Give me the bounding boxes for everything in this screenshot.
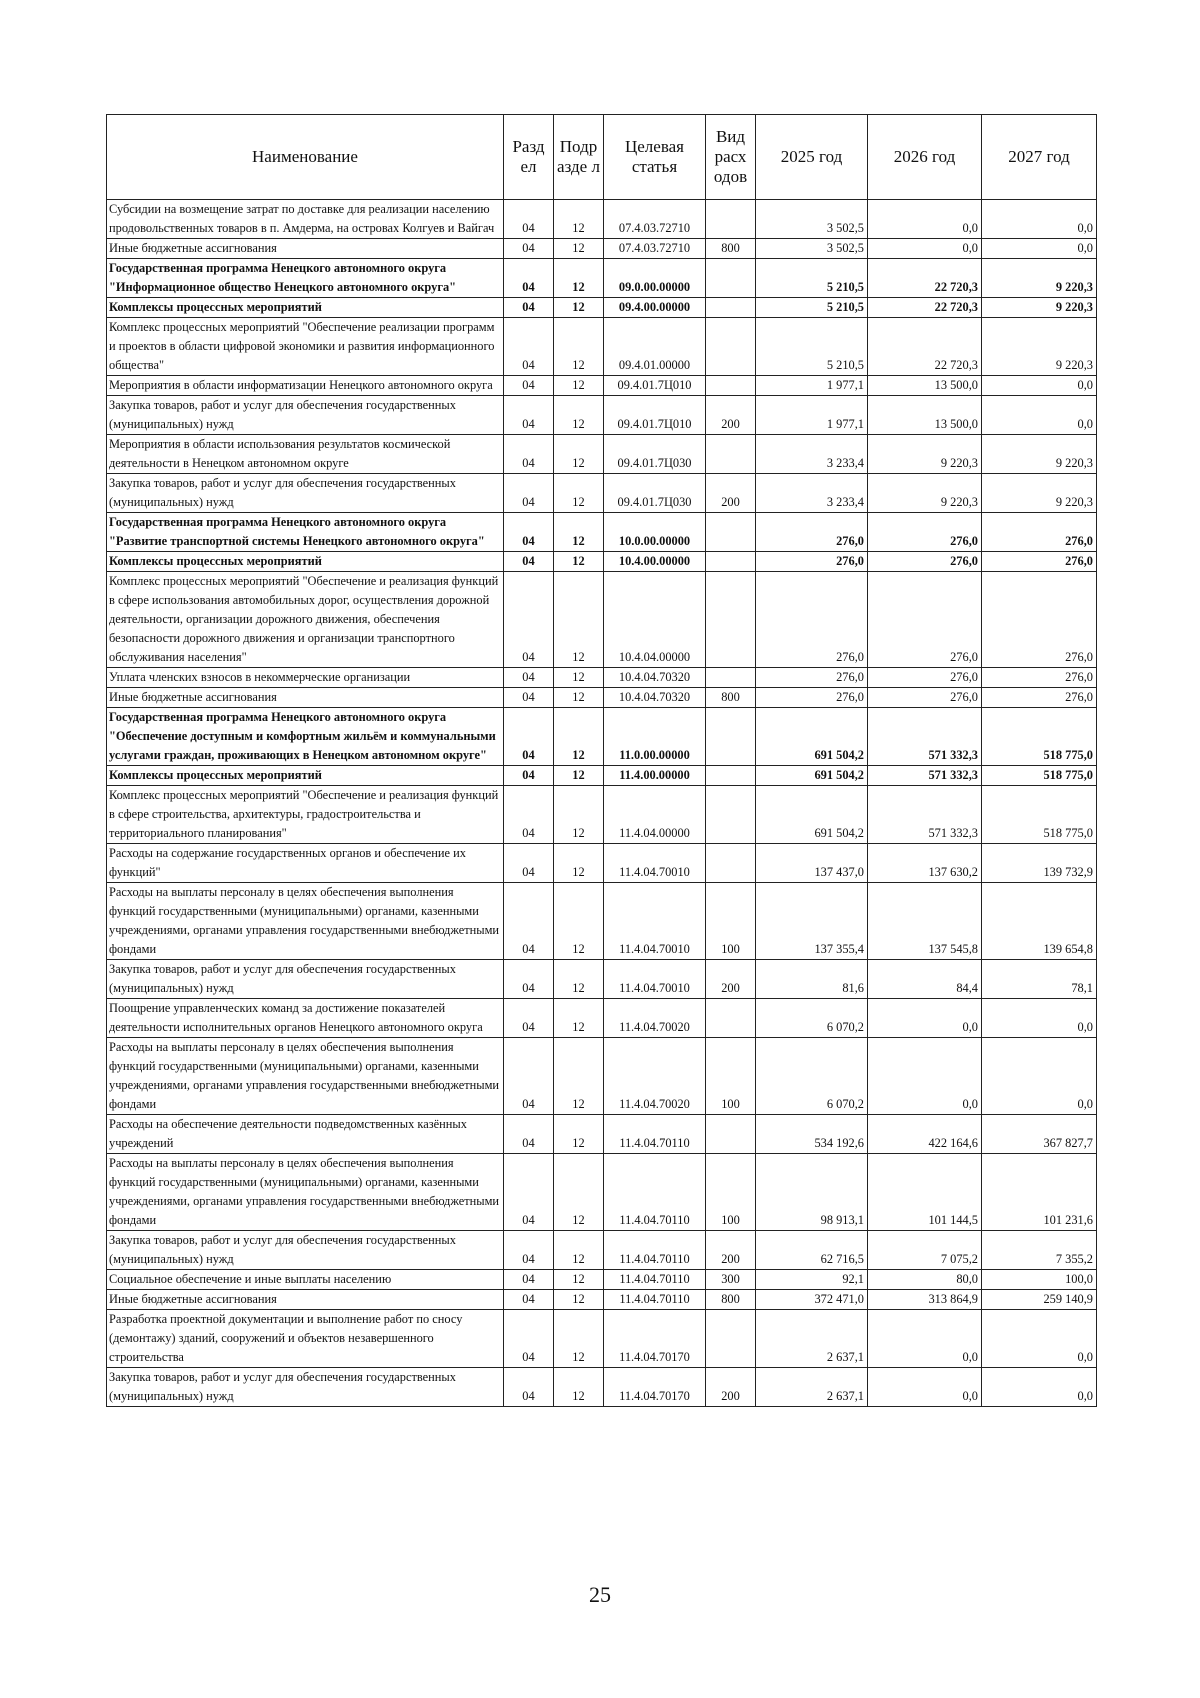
cell-name: Иные бюджетные ассигнования	[107, 688, 504, 708]
cell-2027: 78,1	[982, 960, 1097, 999]
cell-subsection: 12	[554, 1038, 604, 1115]
cell-subsection: 12	[554, 1270, 604, 1290]
cell-subsection: 12	[554, 318, 604, 376]
cell-2027: 276,0	[982, 513, 1097, 552]
cell-2025: 62 716,5	[756, 1231, 868, 1270]
cell-2027: 367 827,7	[982, 1115, 1097, 1154]
cell-name: Расходы на выплаты персоналу в целях обеспечения выполнения функций государственными (муниципальными) органами, казенными учреждениями, органами управления государственными внебюджетными фондами	[107, 883, 504, 960]
table-row	[107, 1290, 1097, 1310]
table-row	[107, 552, 1097, 572]
cell-2025: 3 502,5	[756, 200, 868, 239]
cell-2027: 276,0	[982, 572, 1097, 668]
cell-section: 04	[504, 1115, 554, 1154]
table-row	[107, 960, 1097, 999]
cell-section: 04	[504, 668, 554, 688]
cell-expense-type	[706, 572, 756, 668]
cell-name: Уплата членских взносов в некоммерческие организации	[107, 668, 504, 688]
cell-2025: 6 070,2	[756, 999, 868, 1038]
cell-name: Комплексы процессных мероприятий	[107, 552, 504, 572]
table-row	[107, 668, 1097, 688]
cell-section: 04	[504, 1270, 554, 1290]
cell-2026: 101 144,5	[868, 1154, 982, 1231]
cell-section: 04	[504, 1231, 554, 1270]
cell-section: 04	[504, 844, 554, 883]
cell-expense-type: 300	[706, 1270, 756, 1290]
cell-target: 11.4.04.70110	[604, 1290, 706, 1310]
cell-subsection: 12	[554, 1154, 604, 1231]
cell-name: Закупка товаров, работ и услуг для обеспечения государственных (муниципальных) нужд	[107, 1231, 504, 1270]
table-row	[107, 298, 1097, 318]
cell-section: 04	[504, 960, 554, 999]
cell-2026: 137 545,8	[868, 883, 982, 960]
cell-2027: 518 775,0	[982, 766, 1097, 786]
budget-sheet	[106, 114, 1096, 1407]
cell-2025: 691 504,2	[756, 786, 868, 844]
cell-subsection: 12	[554, 708, 604, 766]
table-row	[107, 844, 1097, 883]
cell-2027: 9 220,3	[982, 259, 1097, 298]
cell-target: 11.4.00.00000	[604, 766, 706, 786]
cell-2026: 0,0	[868, 1368, 982, 1407]
cell-2027: 139 732,9	[982, 844, 1097, 883]
cell-expense-type: 800	[706, 1290, 756, 1310]
cell-expense-type	[706, 708, 756, 766]
cell-2027: 276,0	[982, 688, 1097, 708]
cell-subsection: 12	[554, 435, 604, 474]
cell-name: Закупка товаров, работ и услуг для обеспечения государственных (муниципальных) нужд	[107, 396, 504, 435]
cell-2025: 92,1	[756, 1270, 868, 1290]
cell-subsection: 12	[554, 474, 604, 513]
cell-target: 10.0.00.00000	[604, 513, 706, 552]
cell-2027: 7 355,2	[982, 1231, 1097, 1270]
cell-name: Социальное обеспечение и иные выплаты населению	[107, 1270, 504, 1290]
cell-target: 11.4.04.70170	[604, 1368, 706, 1407]
cell-2026: 571 332,3	[868, 708, 982, 766]
cell-2025: 372 471,0	[756, 1290, 868, 1310]
cell-subsection: 12	[554, 668, 604, 688]
cell-name: Мероприятия в области информатизации Ненецкого автономного округа	[107, 376, 504, 396]
cell-target: 11.0.00.00000	[604, 708, 706, 766]
cell-target: 10.4.04.00000	[604, 572, 706, 668]
cell-target: 11.4.04.70020	[604, 999, 706, 1038]
cell-2027: 259 140,9	[982, 1290, 1097, 1310]
table-row	[107, 572, 1097, 668]
cell-expense-type: 200	[706, 396, 756, 435]
cell-2025: 276,0	[756, 668, 868, 688]
cell-2026: 0,0	[868, 1038, 982, 1115]
cell-expense-type	[706, 200, 756, 239]
table-header-row	[107, 115, 1097, 200]
cell-2025: 276,0	[756, 572, 868, 668]
cell-expense-type	[706, 298, 756, 318]
page-number: 25	[589, 1582, 611, 1607]
cell-subsection: 12	[554, 999, 604, 1038]
cell-target: 11.4.04.00000	[604, 786, 706, 844]
table-row	[107, 1231, 1097, 1270]
cell-target: 10.4.04.70320	[604, 668, 706, 688]
table-row	[107, 999, 1097, 1038]
cell-target: 09.4.01.7Ц030	[604, 474, 706, 513]
cell-section: 04	[504, 1368, 554, 1407]
table-row	[107, 1154, 1097, 1231]
table-row	[107, 376, 1097, 396]
cell-target: 11.4.04.70170	[604, 1310, 706, 1368]
cell-target: 09.4.00.00000	[604, 298, 706, 318]
cell-name: Комплекс процессных мероприятий "Обеспечение и реализация функций в сфере использования автомобильных дорог, осуществления дорожной деятельности, организации дорожного движения, обеспечения безопасности дорожного движения и организации транспортного обслуживания населения"	[107, 572, 504, 668]
cell-2025: 691 504,2	[756, 708, 868, 766]
cell-name: Мероприятия в области использования результатов космической деятельности в Ненецком автономном округе	[107, 435, 504, 474]
cell-2026: 276,0	[868, 552, 982, 572]
cell-section: 04	[504, 318, 554, 376]
cell-section: 04	[504, 396, 554, 435]
cell-2027: 276,0	[982, 668, 1097, 688]
cell-2026: 22 720,3	[868, 259, 982, 298]
cell-name: Расходы на выплаты персоналу в целях обеспечения выполнения функций государственными (муниципальными) органами, казенными учреждениями, органами управления государственными внебюджетными фондами	[107, 1154, 504, 1231]
cell-2025: 276,0	[756, 688, 868, 708]
cell-target: 11.4.04.70010	[604, 883, 706, 960]
cell-target: 11.4.04.70110	[604, 1231, 706, 1270]
cell-expense-type	[706, 318, 756, 376]
cell-section: 04	[504, 1038, 554, 1115]
cell-2027: 0,0	[982, 376, 1097, 396]
cell-2026: 137 630,2	[868, 844, 982, 883]
cell-2026: 22 720,3	[868, 318, 982, 376]
cell-name: Субсидии на возмещение затрат по доставке для реализации населению продовольственных товаров в п. Амдерма, на островах Колгуев и Вайгач	[107, 200, 504, 239]
cell-subsection: 12	[554, 376, 604, 396]
cell-2025: 1 977,1	[756, 396, 868, 435]
cell-2025: 691 504,2	[756, 766, 868, 786]
cell-2025: 3 233,4	[756, 474, 868, 513]
cell-2025: 2 637,1	[756, 1310, 868, 1368]
table-row	[107, 1038, 1097, 1115]
cell-subsection: 12	[554, 1290, 604, 1310]
cell-section: 04	[504, 766, 554, 786]
cell-2026: 0,0	[868, 1310, 982, 1368]
header-name: Наименование	[107, 115, 504, 200]
table-row	[107, 239, 1097, 259]
table-row	[107, 396, 1097, 435]
cell-name: Государственная программа Ненецкого автономного округа "Информационное общество Ненецкого автономного округа"	[107, 259, 504, 298]
cell-expense-type: 200	[706, 474, 756, 513]
cell-2026: 84,4	[868, 960, 982, 999]
cell-subsection: 12	[554, 688, 604, 708]
cell-name: Комплексы процессных мероприятий	[107, 298, 504, 318]
cell-2027: 0,0	[982, 1038, 1097, 1115]
cell-expense-type	[706, 376, 756, 396]
cell-expense-type: 100	[706, 1038, 756, 1115]
cell-expense-type: 100	[706, 883, 756, 960]
cell-target: 11.4.04.70110	[604, 1115, 706, 1154]
cell-subsection: 12	[554, 1368, 604, 1407]
cell-subsection: 12	[554, 396, 604, 435]
cell-expense-type	[706, 786, 756, 844]
cell-2026: 313 864,9	[868, 1290, 982, 1310]
cell-expense-type	[706, 999, 756, 1038]
table-row	[107, 1310, 1097, 1368]
cell-expense-type	[706, 766, 756, 786]
table-row	[107, 1270, 1097, 1290]
cell-2025: 98 913,1	[756, 1154, 868, 1231]
cell-name: Комплексы процессных мероприятий	[107, 766, 504, 786]
cell-2025: 5 210,5	[756, 318, 868, 376]
cell-2027: 9 220,3	[982, 435, 1097, 474]
cell-2027: 0,0	[982, 1310, 1097, 1368]
table-row	[107, 708, 1097, 766]
cell-2026: 13 500,0	[868, 396, 982, 435]
cell-target: 09.4.01.7Ц010	[604, 396, 706, 435]
cell-expense-type: 100	[706, 1154, 756, 1231]
header-target: Целевая статья	[604, 115, 706, 200]
table-row	[107, 766, 1097, 786]
cell-subsection: 12	[554, 1115, 604, 1154]
cell-subsection: 12	[554, 239, 604, 259]
cell-2025: 5 210,5	[756, 298, 868, 318]
cell-section: 04	[504, 474, 554, 513]
cell-expense-type	[706, 844, 756, 883]
cell-section: 04	[504, 688, 554, 708]
cell-section: 04	[504, 572, 554, 668]
cell-2025: 1 977,1	[756, 376, 868, 396]
cell-section: 04	[504, 1154, 554, 1231]
cell-section: 04	[504, 883, 554, 960]
cell-2025: 81,6	[756, 960, 868, 999]
cell-2027: 9 220,3	[982, 474, 1097, 513]
header-section: Разд ел	[504, 115, 554, 200]
cell-target: 11.4.04.70020	[604, 1038, 706, 1115]
cell-name: Иные бюджетные ассигнования	[107, 239, 504, 259]
header-expense-type: Вид расх одов	[706, 115, 756, 200]
table-row	[107, 688, 1097, 708]
cell-subsection: 12	[554, 572, 604, 668]
table-row	[107, 474, 1097, 513]
cell-name: Государственная программа Ненецкого автономного округа "Развитие транспортной системы Ненецкого автономного округа"	[107, 513, 504, 552]
cell-name: Расходы на выплаты персоналу в целях обеспечения выполнения функций государственными (муниципальными) органами, казенными учреждениями, органами управления государственными внебюджетными фондами	[107, 1038, 504, 1115]
cell-2026: 276,0	[868, 572, 982, 668]
cell-subsection: 12	[554, 552, 604, 572]
cell-2027: 101 231,6	[982, 1154, 1097, 1231]
table-row	[107, 318, 1097, 376]
cell-target: 09.0.00.00000	[604, 259, 706, 298]
table-row	[107, 883, 1097, 960]
cell-name: Расходы на содержание государственных органов и обеспечение их функций"	[107, 844, 504, 883]
cell-section: 04	[504, 435, 554, 474]
cell-name: Закупка товаров, работ и услуг для обеспечения государственных (муниципальных) нужд	[107, 1368, 504, 1407]
cell-2027: 100,0	[982, 1270, 1097, 1290]
cell-section: 04	[504, 1290, 554, 1310]
cell-name: Государственная программа Ненецкого автономного округа "Обеспечение доступным и комфортным жильём и коммунальными услугами граждан, проживающих в Ненецком автономном округе"	[107, 708, 504, 766]
cell-section: 04	[504, 1310, 554, 1368]
cell-2027: 0,0	[982, 396, 1097, 435]
cell-subsection: 12	[554, 883, 604, 960]
cell-expense-type: 200	[706, 1368, 756, 1407]
cell-target: 09.4.01.7Ц010	[604, 376, 706, 396]
cell-expense-type: 200	[706, 960, 756, 999]
cell-target: 09.4.01.7Ц030	[604, 435, 706, 474]
cell-expense-type	[706, 1115, 756, 1154]
cell-2026: 276,0	[868, 513, 982, 552]
cell-2026: 276,0	[868, 688, 982, 708]
cell-section: 04	[504, 786, 554, 844]
cell-2026: 80,0	[868, 1270, 982, 1290]
table-row	[107, 1368, 1097, 1407]
table-row	[107, 200, 1097, 239]
cell-2027: 0,0	[982, 999, 1097, 1038]
cell-2027: 139 654,8	[982, 883, 1097, 960]
cell-section: 04	[504, 708, 554, 766]
cell-section: 04	[504, 376, 554, 396]
cell-2026: 0,0	[868, 200, 982, 239]
cell-section: 04	[504, 298, 554, 318]
cell-expense-type	[706, 552, 756, 572]
cell-2026: 276,0	[868, 668, 982, 688]
cell-2027: 518 775,0	[982, 786, 1097, 844]
cell-subsection: 12	[554, 259, 604, 298]
table-row	[107, 1115, 1097, 1154]
cell-2026: 422 164,6	[868, 1115, 982, 1154]
cell-expense-type	[706, 1310, 756, 1368]
cell-2027: 0,0	[982, 1368, 1097, 1407]
cell-target: 10.4.00.00000	[604, 552, 706, 572]
cell-target: 09.4.01.00000	[604, 318, 706, 376]
cell-2026: 22 720,3	[868, 298, 982, 318]
cell-target: 11.4.04.70010	[604, 844, 706, 883]
cell-target: 11.4.04.70010	[604, 960, 706, 999]
cell-expense-type: 800	[706, 239, 756, 259]
cell-2026: 571 332,3	[868, 766, 982, 786]
cell-expense-type	[706, 435, 756, 474]
cell-2025: 6 070,2	[756, 1038, 868, 1115]
header-2025: 2025 год	[756, 115, 868, 200]
cell-2025: 3 502,5	[756, 239, 868, 259]
cell-2026: 9 220,3	[868, 474, 982, 513]
cell-2027: 518 775,0	[982, 708, 1097, 766]
cell-name: Поощрение управленческих команд за достижение показателей деятельности исполнительных органов Ненецкого автономного округа	[107, 999, 504, 1038]
cell-subsection: 12	[554, 1310, 604, 1368]
cell-2027: 0,0	[982, 239, 1097, 259]
cell-subsection: 12	[554, 960, 604, 999]
cell-expense-type	[706, 513, 756, 552]
cell-2025: 5 210,5	[756, 259, 868, 298]
cell-subsection: 12	[554, 766, 604, 786]
cell-2025: 137 355,4	[756, 883, 868, 960]
cell-2025: 137 437,0	[756, 844, 868, 883]
cell-2026: 0,0	[868, 999, 982, 1038]
cell-2027: 0,0	[982, 200, 1097, 239]
cell-target: 07.4.03.72710	[604, 200, 706, 239]
cell-section: 04	[504, 200, 554, 239]
cell-subsection: 12	[554, 1231, 604, 1270]
cell-section: 04	[504, 513, 554, 552]
cell-name: Комплекс процессных мероприятий "Обеспечение и реализация функций в сфере строительства, архитектуры, градостроительства и территориального планирования"	[107, 786, 504, 844]
cell-section: 04	[504, 552, 554, 572]
cell-name: Закупка товаров, работ и услуг для обеспечения государственных (муниципальных) нужд	[107, 960, 504, 999]
table-row	[107, 259, 1097, 298]
cell-target: 07.4.03.72710	[604, 239, 706, 259]
cell-section: 04	[504, 239, 554, 259]
cell-section: 04	[504, 259, 554, 298]
cell-name: Закупка товаров, работ и услуг для обеспечения государственных (муниципальных) нужд	[107, 474, 504, 513]
table-row	[107, 786, 1097, 844]
cell-name: Комплекс процессных мероприятий "Обеспечение реализации программ и проектов в области цифровой экономики и развития информационного общества"	[107, 318, 504, 376]
cell-2025: 2 637,1	[756, 1368, 868, 1407]
cell-2026: 13 500,0	[868, 376, 982, 396]
cell-target: 10.4.04.70320	[604, 688, 706, 708]
cell-2027: 9 220,3	[982, 298, 1097, 318]
cell-2026: 571 332,3	[868, 786, 982, 844]
cell-name: Разработка проектной документации и выполнение работ по сносу (демонтажу) зданий, сооружений и объектов незавершенного строительства	[107, 1310, 504, 1368]
table-body	[107, 200, 1097, 1407]
cell-2025: 276,0	[756, 513, 868, 552]
cell-expense-type	[706, 259, 756, 298]
cell-2026: 9 220,3	[868, 435, 982, 474]
header-2027: 2027 год	[982, 115, 1097, 200]
cell-2027: 9 220,3	[982, 318, 1097, 376]
cell-subsection: 12	[554, 298, 604, 318]
cell-2026: 7 075,2	[868, 1231, 982, 1270]
cell-expense-type	[706, 668, 756, 688]
header-subsection: Подр азде л	[554, 115, 604, 200]
cell-expense-type: 200	[706, 1231, 756, 1270]
cell-target: 11.4.04.70110	[604, 1154, 706, 1231]
cell-subsection: 12	[554, 844, 604, 883]
cell-name: Иные бюджетные ассигнования	[107, 1290, 504, 1310]
cell-2027: 276,0	[982, 552, 1097, 572]
header-2026: 2026 год	[868, 115, 982, 200]
cell-name: Расходы на обеспечение деятельности подведомственных казённых учреждений	[107, 1115, 504, 1154]
budget-table	[106, 114, 1097, 1407]
cell-2025: 534 192,6	[756, 1115, 868, 1154]
cell-expense-type: 800	[706, 688, 756, 708]
cell-target: 11.4.04.70110	[604, 1270, 706, 1290]
cell-subsection: 12	[554, 513, 604, 552]
cell-2025: 276,0	[756, 552, 868, 572]
table-row	[107, 513, 1097, 552]
table-row	[107, 435, 1097, 474]
cell-2025: 3 233,4	[756, 435, 868, 474]
cell-section: 04	[504, 999, 554, 1038]
cell-subsection: 12	[554, 786, 604, 844]
cell-2026: 0,0	[868, 239, 982, 259]
cell-subsection: 12	[554, 200, 604, 239]
